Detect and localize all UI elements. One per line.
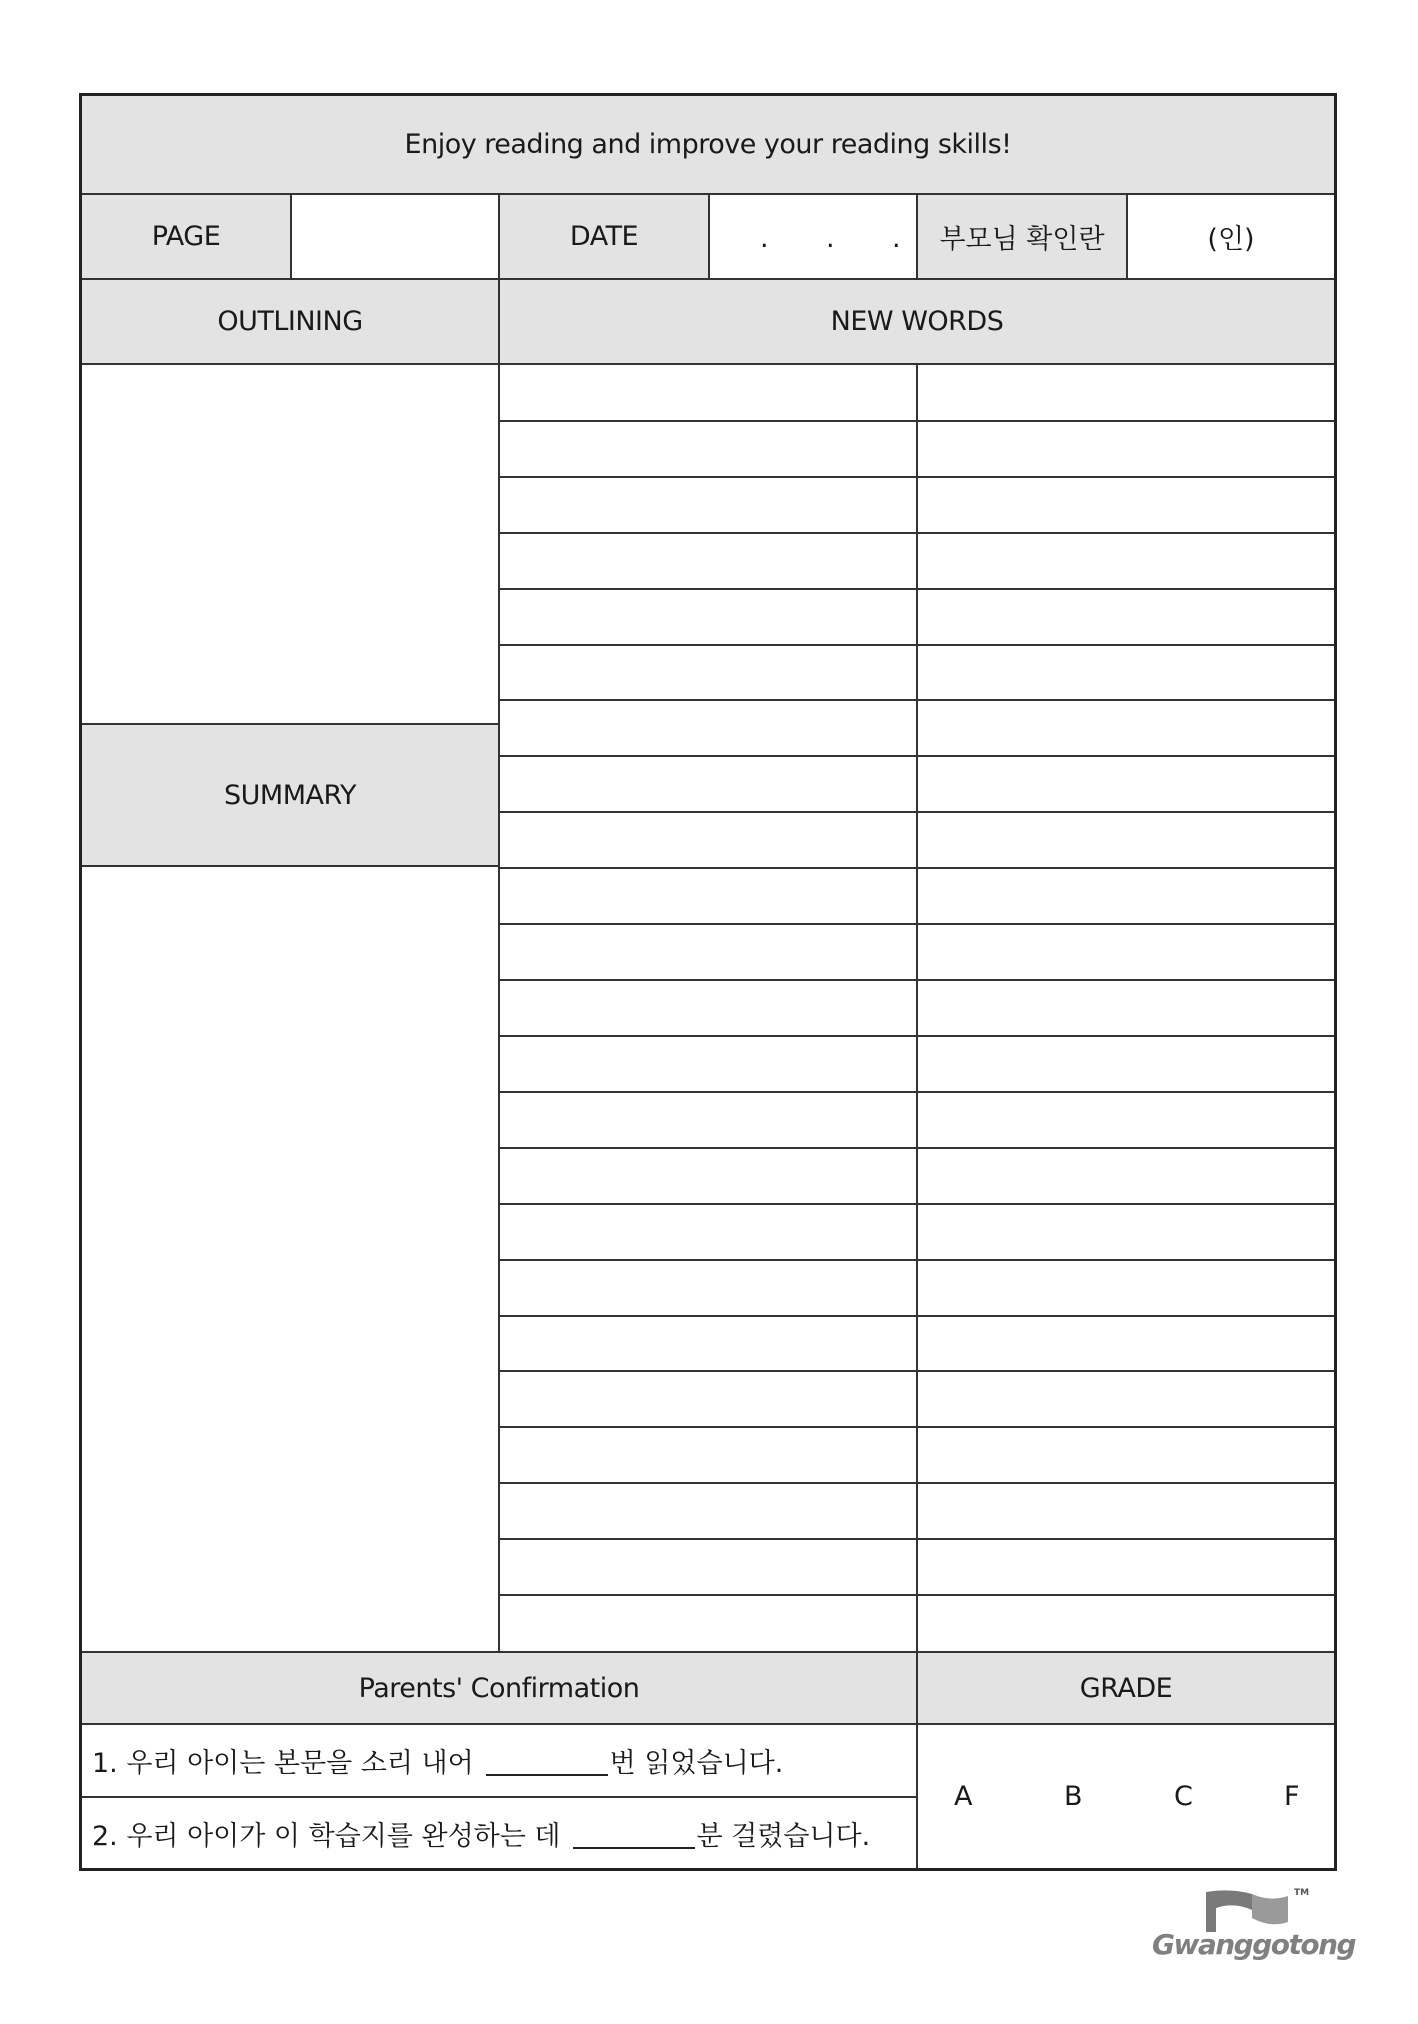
row-divider: [500, 420, 1334, 422]
grade-header: GRADE: [918, 1653, 1334, 1723]
grade-options: [918, 1725, 1334, 1868]
outlining-header: OUTLINING: [82, 280, 498, 363]
row-divider: [500, 532, 1334, 534]
summary-area[interactable]: [82, 867, 498, 1651]
confirmation-question-1: 1. 우리 아이는 본문을 소리 내어 번 읽었습니다.: [82, 1725, 919, 1796]
date-label-cell: DATE: [500, 195, 708, 278]
row-divider: [500, 1370, 1334, 1372]
row-divider: [500, 923, 1334, 925]
outlining-area[interactable]: [82, 365, 498, 723]
row-divider: [500, 1147, 1334, 1149]
summary-header: SUMMARY: [82, 725, 498, 865]
date-dot: .: [826, 223, 835, 254]
new-word-cell[interactable]: [918, 1260, 1334, 1316]
new-word-cell[interactable]: [500, 421, 916, 477]
seal-label: (인): [1207, 224, 1255, 255]
new-word-cell[interactable]: [918, 868, 1334, 924]
new-word-cell[interactable]: [918, 924, 1334, 980]
new-word-cell[interactable]: [500, 924, 916, 980]
new-word-cell[interactable]: [918, 1595, 1334, 1651]
new-word-cell[interactable]: [918, 477, 1334, 533]
grade-f[interactable]: F: [1284, 1781, 1300, 1812]
new-word-cell[interactable]: [918, 700, 1334, 756]
new-word-cell[interactable]: [918, 421, 1334, 477]
new-word-cell[interactable]: [500, 980, 916, 1036]
row-divider: [500, 755, 1334, 757]
minutes-blank[interactable]: [573, 1819, 695, 1849]
row-divider: [500, 1035, 1334, 1037]
row-divider: [500, 867, 1334, 869]
row-divider: [500, 699, 1334, 701]
row-divider: [500, 1315, 1334, 1317]
confirmation-question-2: 2. 우리 아이가 이 학습지를 완성하는 데 분 걸렸습니다.: [82, 1798, 919, 1869]
new-word-cell[interactable]: [918, 1036, 1334, 1092]
parent-seal-cell[interactable]: [1128, 195, 1334, 278]
new-word-cell[interactable]: [500, 756, 916, 812]
new-word-cell[interactable]: [918, 1092, 1334, 1148]
title-text: Enjoy reading and improve your reading skills!: [404, 129, 1012, 160]
row-divider: [500, 979, 1334, 981]
new-word-cell[interactable]: [918, 365, 1334, 421]
new-word-cell[interactable]: [500, 1483, 916, 1539]
grade-b[interactable]: B: [1064, 1781, 1083, 1812]
reading-worksheet: [79, 93, 1337, 1871]
new-word-cell[interactable]: [500, 812, 916, 868]
grade-c[interactable]: C: [1174, 1781, 1193, 1812]
row-divider: [500, 644, 1334, 646]
parent-check-label-cell: 부모님 확인란: [918, 195, 1126, 278]
new-word-cell[interactable]: [918, 1316, 1334, 1372]
new-word-cell[interactable]: [500, 1036, 916, 1092]
page-input-cell[interactable]: [292, 195, 498, 278]
row-divider: [500, 1203, 1334, 1205]
row-divider: [500, 1259, 1334, 1261]
new-word-cell[interactable]: [918, 1371, 1334, 1427]
new-word-cell[interactable]: [918, 1483, 1334, 1539]
new-word-cell[interactable]: [918, 1427, 1334, 1483]
logo-text: Gwanggotong: [1152, 1928, 1356, 1961]
new-word-cell[interactable]: [500, 1539, 916, 1595]
date-dot: .: [892, 223, 901, 254]
row-divider: [500, 588, 1334, 590]
new-word-cell[interactable]: [500, 1148, 916, 1204]
new-word-cell[interactable]: [500, 700, 916, 756]
new-word-cell[interactable]: [500, 1595, 916, 1651]
new-word-cell[interactable]: [918, 533, 1334, 589]
row-divider: [500, 1091, 1334, 1093]
new-word-cell[interactable]: [918, 1539, 1334, 1595]
new-words-grid: [500, 365, 1334, 1651]
new-word-cell[interactable]: [500, 1316, 916, 1372]
new-word-cell[interactable]: [500, 1427, 916, 1483]
row-divider: [500, 1538, 1334, 1540]
new-word-cell[interactable]: [500, 365, 916, 421]
new-word-cell[interactable]: [918, 812, 1334, 868]
new-word-cell[interactable]: [500, 645, 916, 701]
new-word-cell[interactable]: [918, 1148, 1334, 1204]
row-divider: [500, 811, 1334, 813]
gwanggotong-logo: [1150, 1888, 1356, 1968]
worksheet-title: [82, 96, 1334, 193]
new-word-cell[interactable]: [918, 756, 1334, 812]
new-word-cell[interactable]: [918, 980, 1334, 1036]
row-divider: [500, 1594, 1334, 1596]
new-word-cell[interactable]: [500, 533, 916, 589]
logo-tm: TM: [1294, 1888, 1310, 1898]
new-word-cell[interactable]: [500, 868, 916, 924]
new-word-cell[interactable]: [500, 1260, 916, 1316]
new-word-cell[interactable]: [500, 1204, 916, 1260]
new-word-cell[interactable]: [918, 1204, 1334, 1260]
new-word-cell[interactable]: [918, 645, 1334, 701]
row-divider: [500, 476, 1334, 478]
new-word-cell[interactable]: [918, 589, 1334, 645]
read-count-blank[interactable]: [486, 1746, 608, 1776]
row-divider: [500, 1482, 1334, 1484]
page-label-cell: PAGE: [82, 195, 290, 278]
grade-a[interactable]: A: [954, 1781, 973, 1812]
new-word-cell[interactable]: [500, 1371, 916, 1427]
new-word-cell[interactable]: [500, 477, 916, 533]
date-input-cell[interactable]: [710, 195, 916, 278]
new-word-cell[interactable]: [500, 1092, 916, 1148]
new-word-cell[interactable]: [500, 589, 916, 645]
new-words-header: NEW WORDS: [500, 280, 1334, 363]
row-divider: [500, 1426, 1334, 1428]
date-dot: .: [760, 223, 769, 254]
parents-confirmation-header: Parents' Confirmation: [82, 1653, 916, 1723]
